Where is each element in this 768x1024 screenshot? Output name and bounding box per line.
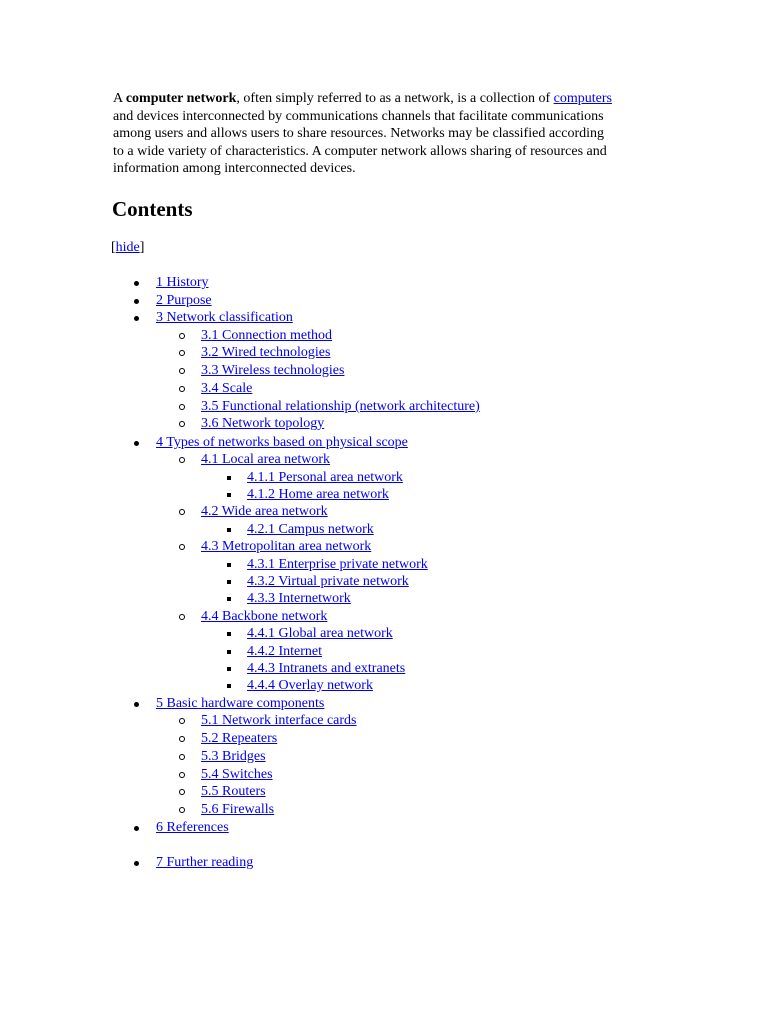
- disc-bullet-icon: [134, 281, 139, 286]
- disc-bullet-icon: [134, 316, 139, 321]
- circle-bullet-icon: [179, 509, 185, 515]
- intro-lead: A: [113, 91, 126, 106]
- square-bullet-icon: [227, 493, 231, 497]
- toc-link[interactable]: 4.3.1 Enterprise private network: [247, 557, 428, 572]
- toc-link[interactable]: 5 Basic hardware components: [156, 696, 325, 711]
- toc-link[interactable]: 3.2 Wired technologies: [201, 345, 331, 360]
- circle-bullet-icon: [179, 807, 185, 813]
- toc-link[interactable]: 3 Network classification: [156, 310, 293, 325]
- toc-link[interactable]: 4.2.1 Campus network: [247, 522, 374, 537]
- toc-link[interactable]: 5.4 Switches: [201, 767, 273, 782]
- toc-link[interactable]: 7 Further reading: [156, 855, 254, 870]
- toc-link[interactable]: 4.4 Backbone network: [201, 609, 328, 624]
- toc-link[interactable]: 3.5 Functional relationship (network architecture): [201, 399, 480, 414]
- disc-bullet-icon: [134, 826, 139, 831]
- toc-link[interactable]: 5.1 Network interface cards: [201, 713, 357, 728]
- toc-link[interactable]: 4.1.2 Home area network: [247, 487, 389, 502]
- square-bullet-icon: [227, 476, 231, 480]
- circle-bullet-icon: [179, 789, 185, 795]
- square-bullet-icon: [227, 684, 231, 688]
- toc-link[interactable]: 4.1 Local area network: [201, 452, 331, 467]
- toc-link[interactable]: 4.4.2 Internet: [247, 644, 323, 659]
- toc-link[interactable]: 1 History: [156, 275, 209, 290]
- square-bullet-icon: [227, 597, 231, 601]
- circle-bullet-icon: [179, 404, 185, 410]
- circle-bullet-icon: [179, 754, 185, 760]
- circle-bullet-icon: [179, 718, 185, 724]
- toc-link[interactable]: 5.2 Repeaters: [201, 731, 278, 746]
- disc-bullet-icon: [134, 861, 139, 866]
- circle-bullet-icon: [179, 333, 185, 339]
- circle-bullet-icon: [179, 350, 185, 356]
- toggle-close-bracket: ]: [139, 240, 145, 255]
- toc-link[interactable]: 4.4.4 Overlay network: [247, 678, 373, 693]
- toc-link[interactable]: 3.4 Scale: [201, 381, 253, 396]
- circle-bullet-icon: [179, 386, 185, 392]
- circle-bullet-icon: [179, 614, 185, 620]
- intro-line1-rest: , often simply referred to as a network, is a collection of: [236, 91, 554, 106]
- circle-bullet-icon: [179, 736, 185, 742]
- square-bullet-icon: [227, 528, 231, 532]
- contents-heading: Contents: [112, 197, 193, 221]
- intro-line-3: among users and allows users to share resources. Networks may be classified according: [113, 126, 605, 142]
- toggle-open-bracket: [: [111, 240, 116, 255]
- circle-bullet-icon: [179, 772, 185, 778]
- toc-link[interactable]: 4.4.1 Global area network: [247, 626, 393, 641]
- toc-link[interactable]: 4.2 Wide area network: [201, 504, 328, 519]
- square-bullet-icon: [227, 580, 231, 584]
- circle-bullet-icon: [179, 368, 185, 374]
- square-bullet-icon: [227, 563, 231, 567]
- intro-line-2: and devices interconnected by communications channels that facilitate communications: [113, 108, 604, 124]
- toc-link[interactable]: 4 Types of networks based on physical scope: [156, 435, 408, 450]
- toc-link[interactable]: 4.3 Metropolitan area network: [201, 539, 372, 554]
- toc-link[interactable]: 4.1.1 Personal area network: [247, 470, 403, 485]
- toc-link[interactable]: 5.5 Routers: [201, 784, 266, 799]
- intro-line-5: information among interconnected devices.: [113, 161, 356, 177]
- circle-bullet-icon: [179, 421, 185, 427]
- toc-link[interactable]: 4.4.3 Intranets and extranets: [247, 661, 406, 676]
- toc-link[interactable]: 6 References: [156, 820, 229, 835]
- toc-link[interactable]: 5.6 Firewalls: [201, 802, 275, 817]
- square-bullet-icon: [227, 650, 231, 654]
- circle-bullet-icon: [179, 544, 185, 550]
- toc-link[interactable]: 2 Purpose: [156, 293, 212, 308]
- hide-toc-link[interactable]: hide: [115, 240, 140, 255]
- square-bullet-icon: [227, 632, 231, 636]
- circle-bullet-icon: [179, 457, 185, 463]
- disc-bullet-icon: [134, 299, 139, 304]
- toc-link[interactable]: 5.3 Bridges: [201, 749, 266, 764]
- toc-link[interactable]: 3.1 Connection method: [201, 328, 333, 343]
- toc-link[interactable]: 4.3.3 Internetwork: [247, 591, 351, 606]
- intro-line-4: to a wide variety of characteristics. A computer network allows sharing of resources and: [113, 143, 607, 159]
- computers-link[interactable]: computers: [553, 91, 612, 106]
- toc-link[interactable]: 4.3.2 Virtual private network: [247, 574, 409, 589]
- intro-term: computer network: [125, 91, 237, 106]
- disc-bullet-icon: [134, 441, 139, 446]
- square-bullet-icon: [227, 667, 231, 671]
- toc-link[interactable]: 3.6 Network topology: [201, 416, 325, 431]
- toc-link[interactable]: 3.3 Wireless technologies: [201, 363, 345, 378]
- disc-bullet-icon: [134, 702, 139, 707]
